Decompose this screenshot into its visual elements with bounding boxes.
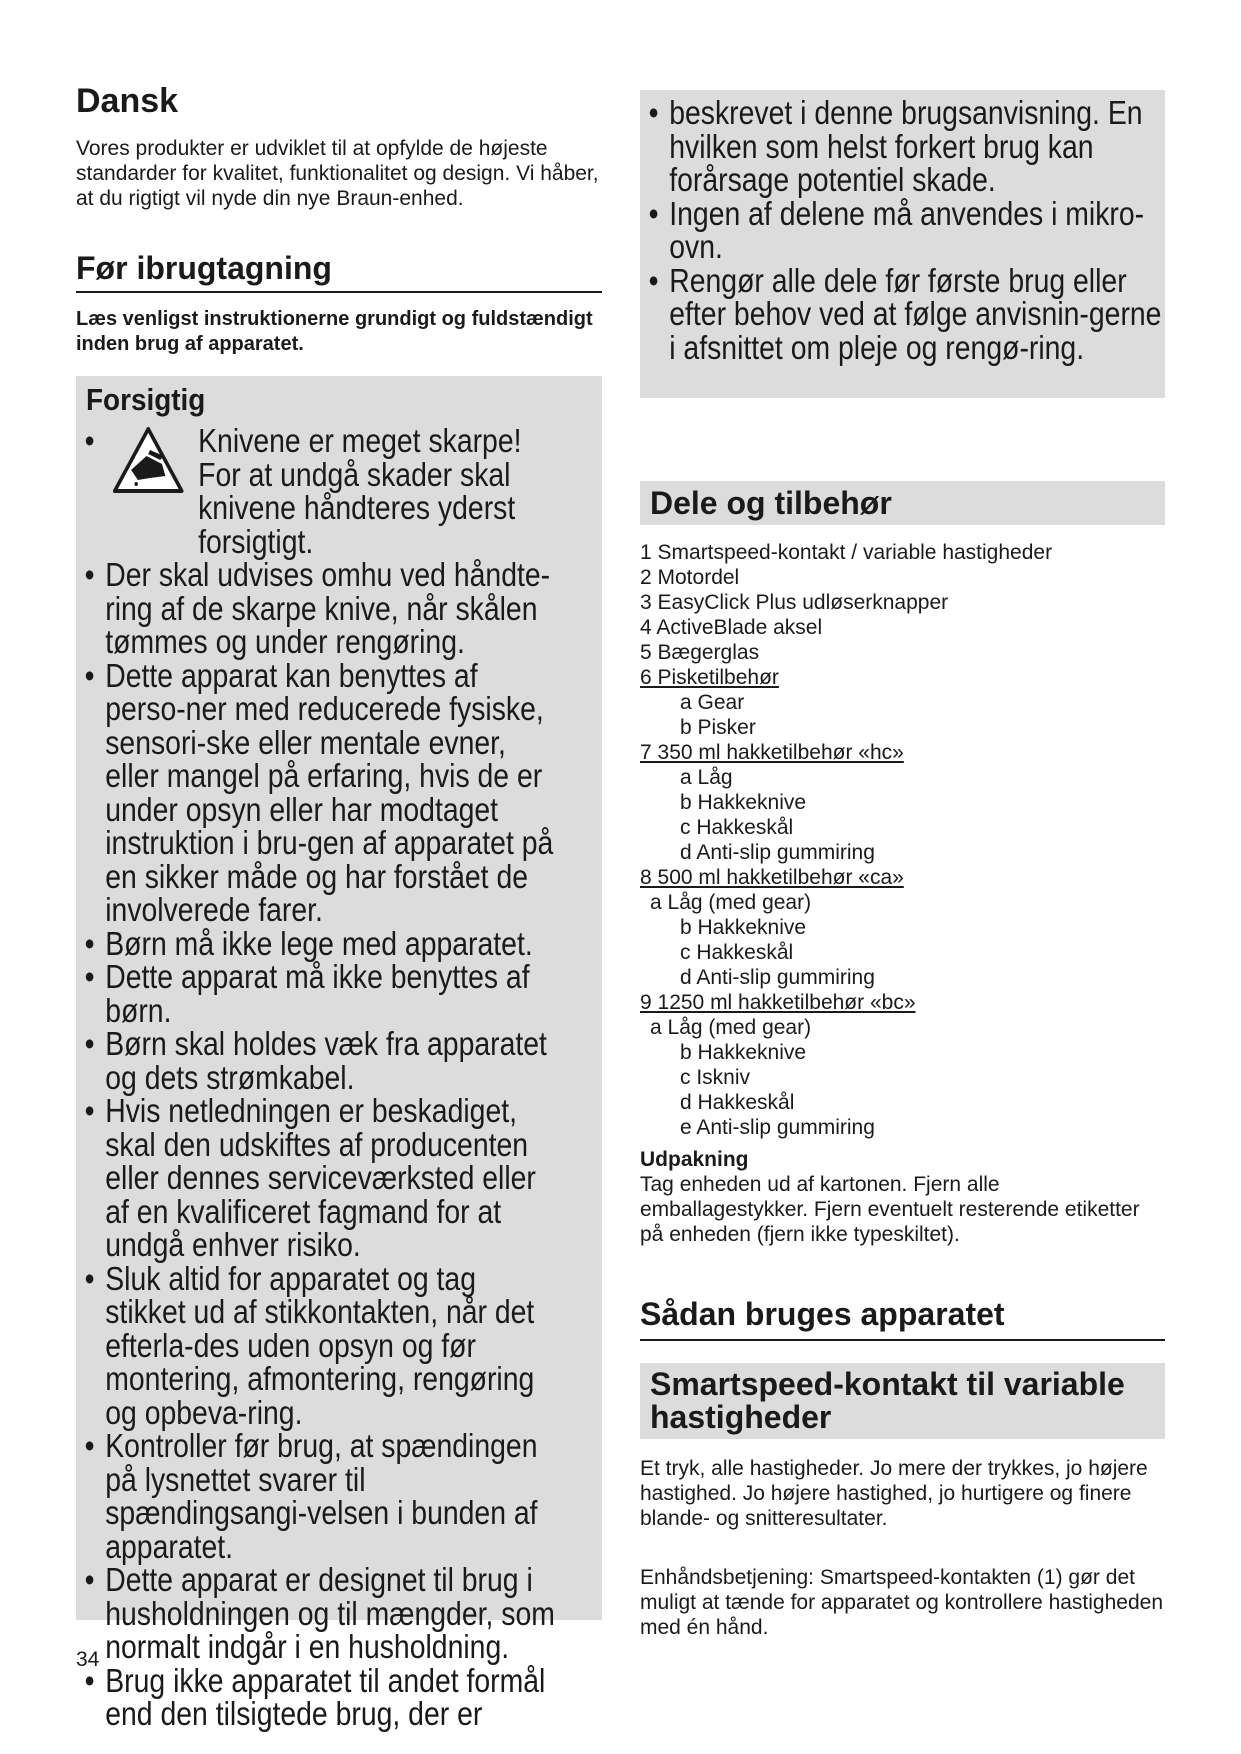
list-item: d Anti-slip gummiring [680,841,875,864]
section-heading: Før ibrugtagning [76,250,602,293]
list-item: c Hakkeskål [680,816,794,839]
list-item: • Der skal udvises omhu ved håndte-ring af de skarpe knive, når skålen tømmes og under rengøring. [76,558,558,659]
list-item: c Hakkeskål [680,941,794,964]
list-item: • Brug ikke apparatet til andet formål end den tilsigtede brug, der er [76,1664,558,1731]
list-item: b Hakkeknive [680,791,807,814]
warning-list-continued [640,96,1165,364]
list-item: • Dette apparat må ikke benyttes af børn. [76,960,558,1027]
warning-list [76,424,558,1731]
intro-paragraph: Vores produkter er udviklet til at opfylde de højeste standarder for kvalitet, funktionalitet og design. Vi håber, at du rigtigt vil nyde din nye Braun-enhed. [76,137,599,210]
list-item: e Anti-slip gummiring [680,1116,875,1139]
list-item: b Hakkeknive [680,916,807,939]
warning-title: Forsigtig [86,382,206,417]
list-item: b Pisker [680,716,756,739]
smartspeed-heading: Smartspeed-kontakt til variable hastigheder [640,1363,1165,1439]
list-item: • Rengør alle dele før første brug eller efter behov ved at følge anvisnin-gerne i afsnittet om pleje og rengø-ring. [640,264,1165,365]
list-item: 1 Smartspeed-kontakt / variable hastigheder [640,541,1053,564]
list-item: b Hakkeknive [680,1041,807,1064]
read-instructions-note: Læs venligst instruktionerne grundigt og fuldstændigt inden brug af apparatet. [76,308,593,355]
list-item: a Gear [680,691,745,714]
list-item: 9 1250 ml hakketilbehør «bc» [640,991,916,1014]
list-item: 3 EasyClick Plus udløserknapper [640,591,949,614]
list-item: 8 500 ml hakketilbehør «ca» [640,866,904,889]
list-item: • Børn skal holdes væk fra apparatet og dets strømkabel. [76,1027,558,1094]
list-item: 7 350 ml hakketilbehør «hc» [640,741,904,764]
speed-paragraph: Et tryk, alle hastigheder. Jo mere der trykkes, jo højere hastighed. Jo højere hastighed, jo hurtigere og finere blande- og snitteresultater. [640,1457,1148,1530]
list-item: a Låg (med gear) [650,891,812,914]
list-item: • Ingen af delene må anvendes i mikro-ovn. [640,197,1165,264]
list-item: • Kontroller før brug, at spændingen på lysnettet svarer til spændingsangi-velsen i bunden af apparatet. [76,1429,558,1563]
list-item: • beskrevet i denne brugsanvisning. En hvilken som helst forkert brug kan forårsage potentiel skade. [640,96,1165,197]
list-item: c Iskniv [680,1066,751,1089]
list-item: 4 ActiveBlade aksel [640,616,823,639]
parts-heading: Dele og tilbehør [640,481,1165,525]
list-item: • Børn må ikke lege med apparatet. [76,927,558,961]
list-item: d Hakkeskål [680,1091,795,1114]
one-hand-paragraph: Enhåndsbetjening: Smartspeed-kontakten (1) gør det muligt at tænde for apparatet og kontrollere hastigheden med én hånd. [640,1566,1164,1639]
list-item: • Dette apparat er designet til brug i husholdningen og til mængder, som normalt indgår i en husholdning. [76,1563,558,1664]
list-item: • Sluk altid for apparatet og tag stikket ud af stikkontakten, når det efterla-des uden opsyn og før montering, afmontering, rengøring og opbeva-ring. [76,1262,558,1430]
list-item: 6 Pisketilbehør [640,666,779,689]
unpacking-heading: Udpakning [640,1148,749,1171]
list-item: a Låg [680,766,733,789]
parts-list [640,540,1165,1140]
unpacking-paragraph: Tag enheden ud af kartonen. Fjern alle emballagestykker. Fjern eventuelt resterende etiketter på enheden (fjern ikke typeskiltet). [640,1173,1140,1246]
list-item: 5 Bægerglas [640,641,760,664]
list-item [76,424,558,558]
usage-heading: Sådan bruges apparatet [640,1296,1165,1341]
list-item: a Låg (med gear) [650,1016,812,1039]
list-item: d Anti-slip gummiring [680,966,875,989]
list-item: • Dette apparat kan benyttes af perso-ner med reducerede fysiske, sensori-ske eller mentale evner, eller mangel på erfaring, hvis de er under opsyn eller har modtaget instruktion i bru-gen af apparatet på en sikker måde og har forstået de involverede farer. [76,659,558,927]
page-number: 34 [76,1648,100,1671]
language-heading: Dansk [76,82,179,120]
knife-hazard-icon [112,426,184,494]
warning-box-continued [640,90,1165,398]
list-item: • Hvis netledningen er beskadiget, skal den udskiftes af producenten eller dennes serviceværksted eller af en kvalificeret fagmand for at undgå enhver risiko. [76,1094,558,1262]
list-item: 2 Motordel [640,566,740,589]
warning-item-text: Knivene er meget skarpe! For at undgå skader skal knivene håndteres yderst forsigtigt. [198,422,522,560]
